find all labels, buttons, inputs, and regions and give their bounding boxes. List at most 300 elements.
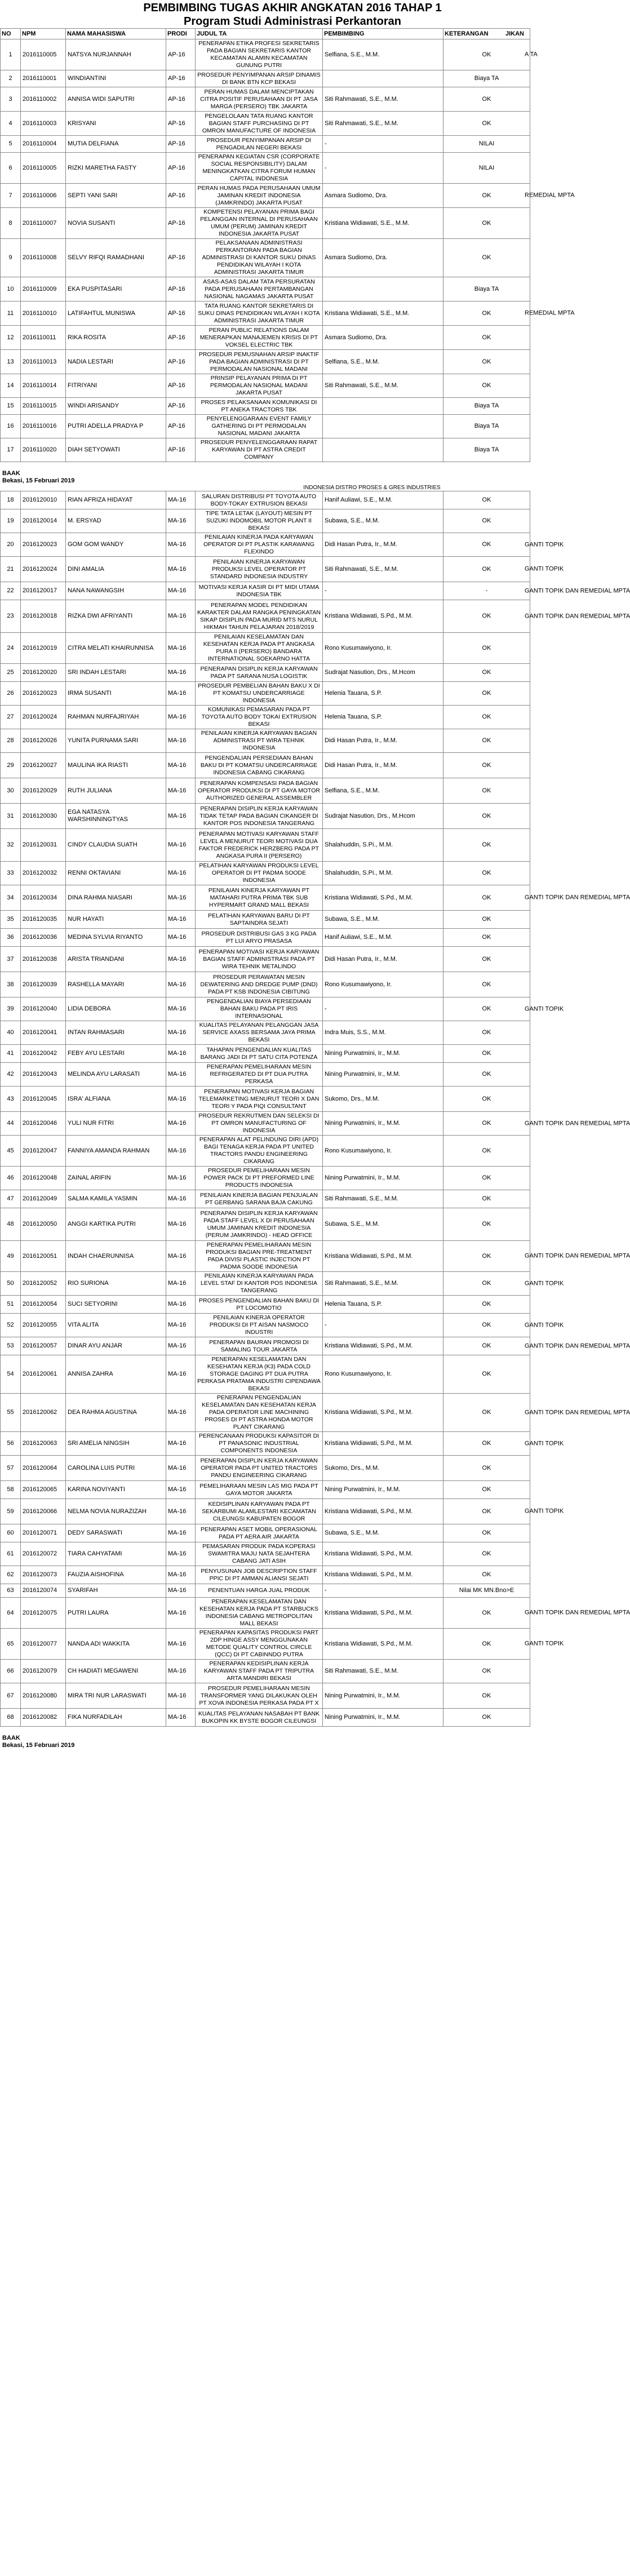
cell-judul: PENGENDALIAN PERSEDIAAN BAHAN BAKU DI PT KOMATSU UNDERCARRIAGE INDONESIA CABANG CIKARANG — [196, 753, 323, 778]
overflow-note: REMEDIAL MPTA — [525, 309, 575, 317]
cell-no: 34 — [1, 885, 21, 911]
cell-keterangan: Biaya TA — [443, 415, 530, 438]
cell-npm: 2016120014 — [21, 509, 66, 533]
cell-pembimbing: Nining Purwatmini, Ir., M.M. — [323, 1045, 443, 1063]
table-row — [1, 1683, 530, 1709]
cell-prodi: AP-16 — [166, 239, 196, 277]
cell-judul: PENERAPAN KESELAMATAN DAN KESEHATAN KERJA (K3) PADA COLD STORAGE DAGING PT DUA PUTRA PERKASA PRATAMA INDUSTRI CIPENDAWA BEKASI — [196, 1355, 323, 1394]
cell-prodi: MA-16 — [166, 1394, 196, 1432]
cell-keterangan: OK — [443, 862, 530, 885]
cell-pembimbing — [323, 438, 443, 462]
cell-npm: 2016120042 — [21, 1045, 66, 1063]
cell-npm: 2016110015 — [21, 398, 66, 415]
cell-npm: 2016110007 — [21, 208, 66, 239]
table-row — [1, 997, 530, 1021]
overflow-note: GANTI TOPIK DAN REMEDIAL MPTA — [525, 1409, 630, 1416]
cell-nama: WINDIANTINI — [66, 70, 166, 87]
cell-no: 35 — [1, 911, 21, 929]
overflow-note: GANTI TOPIK — [525, 1640, 564, 1647]
cell-judul: PENERAPAN MODEL PENDIDIKAN KARAKTER DALAM RANGKA PENINGKATAN SIKAP DISIPLIN PADA MURID MTS NURUL HIKMAH TAHUN PELAJARAN 2018/2019 — [196, 600, 323, 633]
cell-keterangan: OK — [443, 1167, 530, 1190]
cell-pembimbing: Shalahuddin, S.Pi., M.M. — [323, 829, 443, 862]
cell-keterangan: OK — [443, 1208, 530, 1241]
cell-no: 11 — [1, 302, 21, 326]
cell-judul: PENERAPAN BAURAN PROMOSI DI SAMALING TOUR JAKARTA — [196, 1337, 323, 1355]
cell-pembimbing: Nining Purwatmini, Ir., M.M. — [323, 1683, 443, 1709]
cell-prodi: AP-16 — [166, 277, 196, 302]
cell-keterangan: OK — [443, 972, 530, 997]
overflow-note: GANTI TOPIK — [525, 1440, 564, 1447]
cell-no: 48 — [1, 1208, 21, 1241]
cell-keterangan: OK — [443, 1045, 530, 1063]
table-row — [1, 1542, 530, 1566]
table-row — [1, 778, 530, 804]
cell-judul: PENILAIAN KINERJA PADA KARYAWAN OPERATOR DI PT PLASTIK KARAWANG FLEXINDO — [196, 533, 323, 557]
cell-judul: PELAKSANAAN ADMINISTRASI PERKANTORAN PADA BAGIAN ADMINISTRASI DI KANTOR SUKU DINAS PENDIDIKAN WILAYAH I KOTA ADMINISTRASI JAKARTA TIMUR — [196, 239, 323, 277]
cell-npm: 2016110010 — [21, 302, 66, 326]
overflow-note: GANTI TOPIK — [525, 1005, 564, 1012]
cell-pembimbing: Siti Rahmawati, S.E., M.M. — [323, 374, 443, 398]
table-row — [1, 374, 530, 398]
cell-pembimbing: Kristiana Widiawati, S.Pd., M.M. — [323, 600, 443, 633]
cell-nama: RAHMAN NURFAJRIYAH — [66, 706, 166, 729]
cell-keterangan: - GANTI TOPIK DAN REMEDIAL MPTA — [443, 582, 530, 600]
cell-keterangan: OK REMEDIAL MPTA — [443, 302, 530, 326]
table-row — [1, 1524, 530, 1542]
cell-keterangan: OK — [443, 112, 530, 136]
cell-npm: 2016120077 — [21, 1629, 66, 1660]
cell-judul: PEMELIHARAAN MESIN LAS MIG PADA PT GAYA MOTOR JAKARTA — [196, 1481, 323, 1499]
cell-nama: RIZKI MARETHA FASTY — [66, 153, 166, 184]
cell-no: 60 — [1, 1524, 21, 1542]
cell-npm: 2016110006 — [21, 184, 66, 208]
table-section-1 — [0, 28, 585, 462]
cell-judul: PENERAPAN DISIPLIN KERJA KARYAWAN PADA STAFF LEVEL X DI PERUSAHAAN UMUM JAMINAN KREDIT INDONESIA (PERUM JAMKRINDO) - HEAD OFFICE — [196, 1208, 323, 1241]
cell-pembimbing: Didi Hasan Putra, Ir., M.M. — [323, 729, 443, 753]
cell-keterangan: OK GANTI TOPIK — [443, 557, 530, 582]
cell-keterangan: OK — [443, 753, 530, 778]
cell-judul: PENERAPAN PEMELIHARAAN MESIN PRODUKSI BAGIAN PRE-TREATMENT PADA DIVISI PLASTIC INJECTION PT PADMA SOODE INDONESIA — [196, 1241, 323, 1272]
cell-pembimbing: Didi Hasan Putra, Ir., M.M. — [323, 753, 443, 778]
table-row — [1, 1314, 530, 1337]
cell-nama: NELMA NOVIA NURAZIZAH — [66, 1499, 166, 1524]
cell-pembimbing: Siti Rahmawati, S.E., M.M. — [323, 557, 443, 582]
header-judul: JUDUL TA — [196, 29, 323, 39]
cell-no: 67 — [1, 1683, 21, 1709]
cell-prodi: MA-16 — [166, 1566, 196, 1584]
table-row — [1, 1660, 530, 1683]
cell-npm: 2016120073 — [21, 1566, 66, 1584]
table-row — [1, 1629, 530, 1660]
cell-nama: RIZKA DWI AFRIYANTI — [66, 600, 166, 633]
cell-nama: YUNITA PURNAMA SARI — [66, 729, 166, 753]
cell-judul: PROSEDUR PEMUSNAHAN ARSIP INAKTIF PADA BAGIAN ADMINISTRASI DI PT PERMODALAN NASIONAL MADANI — [196, 350, 323, 374]
cell-keterangan: OK — [443, 947, 530, 972]
cell-npm: 2016120019 — [21, 633, 66, 664]
cell-judul: PENERAPAN MOTIVASI KERJA KARYAWAN BAGIAN STAFF ADMINISTRASI PADA PT WIRA TEHNIK METALINDO — [196, 947, 323, 972]
cell-judul: PROSEDUR DISTRIBUSI GAS 3 KG PADA PT LUI ARYO PRASASA — [196, 929, 323, 947]
cell-pembimbing: Helenia Tauana, S.P. — [323, 682, 443, 706]
cell-keterangan: OK GANTI TOPIK — [443, 1432, 530, 1456]
cell-no: 21 — [1, 557, 21, 582]
table-row — [1, 1394, 530, 1432]
cell-pembimbing: Kristiana Widiawati, S.Pd., M.M. — [323, 885, 443, 911]
cell-prodi: MA-16 — [166, 829, 196, 862]
cell-nama: NATSYA NURJANNAH — [66, 39, 166, 70]
table-row — [1, 1063, 530, 1087]
cell-npm: 2016120010 — [21, 491, 66, 509]
cell-pembimbing: Rono Kusumawiyono, Ir. — [323, 1355, 443, 1394]
header-no: NO — [1, 29, 21, 39]
overflow-note: GANTI TOPIK DAN REMEDIAL MPTA — [525, 1609, 630, 1616]
cell-prodi: AP-16 — [166, 208, 196, 239]
cell-prodi: MA-16 — [166, 778, 196, 804]
cell-npm: 2016120074 — [21, 1584, 66, 1598]
cell-judul: PROSEDUR PEMELIHARAAN MESIN POWER PACK DI PT PREFORMED LINE PRODUCTS INDONESIA — [196, 1167, 323, 1190]
cell-judul: TATA RUANG KANTOR SEKRETARIS DI SUKU DINAS PENDIDIKAN WILAYAH I KOTA ADMINISTRASI JAKARTA TIMUR — [196, 302, 323, 326]
cell-no: 27 — [1, 706, 21, 729]
cell-nama: SEPTI YANI SARI — [66, 184, 166, 208]
cell-keterangan: OK — [443, 829, 530, 862]
cell-keterangan: OK — [443, 1190, 530, 1208]
cell-npm: 2016120057 — [21, 1337, 66, 1355]
cell-no: 36 — [1, 929, 21, 947]
cell-nama: TIARA CAHYATAMI — [66, 1542, 166, 1566]
cell-npm: 2016120063 — [21, 1432, 66, 1456]
cell-no: 49 — [1, 1241, 21, 1272]
cell-prodi: MA-16 — [166, 1337, 196, 1355]
cell-prodi: MA-16 — [166, 1481, 196, 1499]
cell-no: 37 — [1, 947, 21, 972]
cell-prodi: AP-16 — [166, 136, 196, 153]
cell-prodi: MA-16 — [166, 1660, 196, 1683]
cell-pembimbing: Kristiana Widiawati, S.Pd., M.M. — [323, 1337, 443, 1355]
table-row — [1, 1241, 530, 1272]
cell-npm: 2016120066 — [21, 1499, 66, 1524]
cell-pembimbing: Helenia Tauana, S.P. — [323, 706, 443, 729]
cell-keterangan: OK — [443, 633, 530, 664]
cell-nama: EGA NATASYA WARSHINNINGTYAS — [66, 804, 166, 829]
cell-nama: SYARIFAH — [66, 1584, 166, 1598]
table-row — [1, 1021, 530, 1045]
cell-no: 65 — [1, 1629, 21, 1660]
cell-pembimbing: Sudrajat Nasution, Drs., M.Hcom — [323, 664, 443, 682]
table-row — [1, 664, 530, 682]
cell-prodi: MA-16 — [166, 1499, 196, 1524]
cell-pembimbing: Kristiana Widiawati, S.E., M.M. — [323, 208, 443, 239]
cell-keterangan: OK GANTI TOPIK DAN REMEDIAL MPTA — [443, 1598, 530, 1629]
cell-prodi: MA-16 — [166, 1524, 196, 1542]
cell-pembimbing: Asmara Sudiomo, Dra. — [323, 326, 443, 350]
cell-npm: 2016110003 — [21, 112, 66, 136]
cell-keterangan: OK — [443, 911, 530, 929]
table-row — [1, 1432, 530, 1456]
cell-no: 5 — [1, 136, 21, 153]
cell-keterangan: OK — [443, 1566, 530, 1584]
cell-keterangan: OK — [443, 1136, 530, 1167]
cell-pembimbing: Selfiana, S.E., M.M. — [323, 778, 443, 804]
cell-keterangan: OK GANTI TOPIK DAN REMEDIAL MPTA — [443, 885, 530, 911]
table-row — [1, 1296, 530, 1314]
table-row — [1, 277, 530, 302]
cell-no: 40 — [1, 1021, 21, 1045]
table-section-2 — [0, 491, 630, 1727]
cell-npm: 2016120052 — [21, 1272, 66, 1296]
cell-nama: ISRA' ALFIANA — [66, 1087, 166, 1112]
cell-no: 10 — [1, 277, 21, 302]
cell-keterangan: OK GANTI TOPIK — [443, 1629, 530, 1660]
cell-judul: PELATIHAN KARYAWAN BARU DI PT SAPTAINDRA SEJATI — [196, 911, 323, 929]
cell-judul: PENILAIAN KESELAMATAN DAN KESEHATAN KERJA PADA PT ANGKASA PURA II (PERSERO) BANDARA INTERNATIONAL SOEKARNO HATTA — [196, 633, 323, 664]
cell-no: 44 — [1, 1112, 21, 1136]
cell-keterangan: Nilai MK MN.Bno>E — [443, 1584, 530, 1598]
cell-nama: DINA RAHMA NIASARI — [66, 885, 166, 911]
table-row — [1, 70, 530, 87]
cell-keterangan: Biaya TA — [443, 277, 530, 302]
cell-no: 8 — [1, 208, 21, 239]
signature-date-2: Bekasi, 15 Februari 2019 — [2, 1742, 75, 1749]
overflow-note: GANTI TOPIK — [525, 1508, 564, 1515]
cell-pembimbing: Sukomo, Drs., M.M. — [323, 1087, 443, 1112]
overflow-note: GANTI TOPIK — [525, 1322, 564, 1328]
cell-judul: PROSES PELAKSANAAN KOMUNIKASI DI PT ANEKA TRACTORS TBK — [196, 398, 323, 415]
table-row — [1, 1456, 530, 1481]
cell-npm: 2016110001 — [21, 70, 66, 87]
cell-nama: CINDY CLAUDIA SUATH — [66, 829, 166, 862]
cell-judul: PRINSIP PELAYANAN PRIMA DI PT PERMODALAN NASIONAL MADANI JAKARTA PUSAT — [196, 374, 323, 398]
cell-keterangan: OK — [443, 509, 530, 533]
cell-prodi: MA-16 — [166, 1629, 196, 1660]
table-row — [1, 326, 530, 350]
cell-no: 31 — [1, 804, 21, 829]
cell-npm: 2016120026 — [21, 729, 66, 753]
cell-keterangan: OK — [443, 1524, 530, 1542]
cell-no: 47 — [1, 1190, 21, 1208]
table-row — [1, 972, 530, 997]
cell-keterangan: OK — [443, 929, 530, 947]
cell-nama: ARISTA TRIANDANI — [66, 947, 166, 972]
cell-pembimbing: Indra Muis, S.S., M.M. — [323, 1021, 443, 1045]
cell-prodi: AP-16 — [166, 153, 196, 184]
cell-pembimbing: Nining Purwatmini, Ir., M.M. — [323, 1481, 443, 1499]
cell-judul: PERAN HUMAS DALAM MENCIPTAKAN CITRA POSITIF PERUSAHAAN DI PT JASA MARGA (PERSERO) TBK JAKARTA — [196, 87, 323, 112]
cell-nama: NANDA ADI WAKKITA — [66, 1629, 166, 1660]
cell-npm: 2016120036 — [21, 929, 66, 947]
cell-keterangan: OK — [443, 1542, 530, 1566]
table-row — [1, 1598, 530, 1629]
cell-keterangan: OK GANTI TOPIK — [443, 1499, 530, 1524]
cell-judul: PENERAPAN KEDISIPLINAN KERJA KARYAWAN STAFF PADA PT TRIPUTRA ARTA MANDIRI BEKASI — [196, 1660, 323, 1683]
cell-pembimbing: - — [323, 1314, 443, 1337]
cell-keterangan: OK — [443, 350, 530, 374]
overflow-note: GANTI TOPIK DAN REMEDIAL MPTA — [525, 894, 630, 901]
cell-prodi: MA-16 — [166, 1190, 196, 1208]
cell-nama: SALMA KAMILA YASMIN — [66, 1190, 166, 1208]
cell-pembimbing: - — [323, 136, 443, 153]
table-row — [1, 112, 530, 136]
cell-prodi: MA-16 — [166, 997, 196, 1021]
cell-npm: 2016110004 — [21, 136, 66, 153]
cell-judul: PENILAIAN KINERJA OPERATOR PRODUKSI DI PT AISAN NASMOCO INDUSTRI — [196, 1314, 323, 1337]
table-row — [1, 1208, 530, 1241]
cell-judul: PELATIHAN KARYAWAN PRODUKSI LEVEL OPERATOR DI PT PADMA SOODE INDONESIA — [196, 862, 323, 885]
cell-npm: 2016120024 — [21, 706, 66, 729]
cell-no: 32 — [1, 829, 21, 862]
cell-prodi: AP-16 — [166, 184, 196, 208]
cell-nama: M. ERSYAD — [66, 509, 166, 533]
table-row — [1, 87, 530, 112]
cell-no: 66 — [1, 1660, 21, 1683]
cell-prodi: MA-16 — [166, 1355, 196, 1394]
table-row — [1, 184, 530, 208]
cell-no: 1 — [1, 39, 21, 70]
cell-npm: 2016120071 — [21, 1524, 66, 1542]
signature-label-2: BAAK — [2, 1735, 20, 1741]
cell-prodi: MA-16 — [166, 1241, 196, 1272]
cell-nama: KRISYANI — [66, 112, 166, 136]
cell-no: 64 — [1, 1598, 21, 1629]
cell-prodi: MA-16 — [166, 533, 196, 557]
cell-npm: 2016120024 — [21, 557, 66, 582]
cell-nama: NANA NAWANGSIH — [66, 582, 166, 600]
cell-prodi: MA-16 — [166, 1683, 196, 1709]
cell-npm: 2016120038 — [21, 947, 66, 972]
cell-pembimbing: Hanif Auliawi, S.E., M.M. — [323, 929, 443, 947]
cell-no: 43 — [1, 1087, 21, 1112]
cell-pembimbing: Shalahuddin, S.Pi., M.M. — [323, 862, 443, 885]
cell-no: 28 — [1, 729, 21, 753]
cell-judul: PROSEDUR PENYIMPANAN ARSIP DINAMIS DI BANK BTN KCP BEKASI — [196, 70, 323, 87]
cell-nama: FANNIYA AMANDA RAHMAN — [66, 1136, 166, 1167]
cell-prodi: AP-16 — [166, 112, 196, 136]
cell-npm: 2016120082 — [21, 1709, 66, 1727]
cell-nama: DINAR AYU ANJAR — [66, 1337, 166, 1355]
table-row — [1, 1355, 530, 1394]
cell-keterangan: Biaya TA — [443, 398, 530, 415]
cell-npm: 2016120029 — [21, 778, 66, 804]
cell-pembimbing: Kristiana Widiawati, S.Pd., M.M. — [323, 1629, 443, 1660]
cell-judul: SALURAN DISTRIBUSI PT TOYOTA AUTO BODY-TOKAY EXTRUSION BEKASI — [196, 491, 323, 509]
cell-npm: 2016110005 — [21, 153, 66, 184]
cell-no: 6 — [1, 153, 21, 184]
cell-no: 16 — [1, 415, 21, 438]
cell-no: 22 — [1, 582, 21, 600]
cell-pembimbing: - — [323, 1584, 443, 1598]
cell-judul: KUALITAS PELAYANAN PELANGGAN JASA SERVICE AXASS BERSAMA JAYA PRIMA BEKASI — [196, 1021, 323, 1045]
cell-no: 57 — [1, 1456, 21, 1481]
overflow-note: GANTI TOPIK DAN REMEDIAL MPTA — [525, 587, 630, 594]
cell-npm: 2016120039 — [21, 972, 66, 997]
cell-nama: RIAN AFRIZA HIDAYAT — [66, 491, 166, 509]
cell-prodi: MA-16 — [166, 972, 196, 997]
table-row — [1, 1709, 530, 1727]
cell-keterangan: OK — [443, 682, 530, 706]
cell-judul: PENGENDALIAN BIAYA PERSEDIAAN BAHAN BAKU PADA PT IRIS INTERNASIONAL — [196, 997, 323, 1021]
cell-prodi: MA-16 — [166, 1296, 196, 1314]
cell-pembimbing: Kristiana Widiawati, S.Pd., M.M. — [323, 1394, 443, 1432]
cell-judul: KOMPETENSI PELAYANAN PRIMA BAGI PELANGGAN INTERNAL DI PERUSAHAAN UMUM (PERUM) JAMINAN KREDIT INDONESIA JAKARTA PUSAT — [196, 208, 323, 239]
cell-pembimbing: Subawa, S.E., M.M. — [323, 1208, 443, 1241]
table-row — [1, 885, 530, 911]
cell-no: 17 — [1, 438, 21, 462]
table-row — [1, 682, 530, 706]
cell-nama: INTAN RAHMASARI — [66, 1021, 166, 1045]
cell-npm: 2016120023 — [21, 682, 66, 706]
cell-no: 62 — [1, 1566, 21, 1584]
cell-no: 52 — [1, 1314, 21, 1337]
cell-nama: GOM GOM WANDY — [66, 533, 166, 557]
cell-no: 53 — [1, 1337, 21, 1355]
cell-keterangan: OK GANTI TOPIK DAN REMEDIAL MPTA — [443, 600, 530, 633]
cell-keterangan: OK — [443, 804, 530, 829]
cell-nama: FEBY AYU LESTARI — [66, 1045, 166, 1063]
cell-keterangan: OK — [443, 1021, 530, 1045]
cell-nama: EKA PUSPITASARI — [66, 277, 166, 302]
cell-judul: PENERAPAN MOTIVASI KERJA BAGIAN TELEMARKETING MENURUT TEORI X DAN TEORI Y PADA PIQI CONSULTANT — [196, 1087, 323, 1112]
cell-no: 54 — [1, 1355, 21, 1394]
cell-keterangan: OK — [443, 1481, 530, 1499]
cell-no: 58 — [1, 1481, 21, 1499]
cell-keterangan: OK — [443, 1660, 530, 1683]
cell-judul: PROSEDUR PENYELENGGARAAN RAPAT KARYAWAN DI PT ASTRA CREDIT COMPANY — [196, 438, 323, 462]
header-overflow: JIKAN — [505, 30, 525, 37]
cell-pembimbing: - — [323, 997, 443, 1021]
table-row — [1, 533, 530, 557]
cell-keterangan: OK GANTI TOPIK — [443, 533, 530, 557]
overflow-note: GANTI TOPIK DAN REMEDIAL MPTA — [525, 613, 630, 619]
cell-pembimbing: Selfiana, S.E., M.M. — [323, 39, 443, 70]
table-row — [1, 136, 530, 153]
cell-prodi: MA-16 — [166, 947, 196, 972]
cell-judul: PROSEDUR PEMBELIAN BAHAN BAKU X DI PT KOMATSU UNDERCARRIAGE INDONESIA — [196, 682, 323, 706]
cell-pembimbing: Didi Hasan Putra, Ir., M.M. — [323, 947, 443, 972]
cell-prodi: MA-16 — [166, 600, 196, 633]
cell-npm: 2016110002 — [21, 87, 66, 112]
cell-nama: PUTRI LAURA — [66, 1598, 166, 1629]
cell-keterangan: NILAI — [443, 136, 530, 153]
header-keterangan: KETERANGAN JIKAN — [443, 29, 530, 39]
cell-nama: ANNISA WIDI SAPUTRI — [66, 87, 166, 112]
cell-npm: 2016110011 — [21, 326, 66, 350]
cell-prodi: MA-16 — [166, 1709, 196, 1727]
overflow-note: A TA — [525, 51, 538, 58]
cell-no: 14 — [1, 374, 21, 398]
cell-keterangan: OK — [443, 491, 530, 509]
table-row — [1, 633, 530, 664]
cell-no: 68 — [1, 1709, 21, 1727]
cell-keterangan: OK — [443, 664, 530, 682]
cell-prodi: MA-16 — [166, 633, 196, 664]
cell-judul: PROSEDUR PENYIMPANAN ARSIP DI PENGADILAN NEGERI BEKASI — [196, 136, 323, 153]
table-row — [1, 1566, 530, 1584]
cell-nama: PUTRI ADELLA PRADYA P — [66, 415, 166, 438]
cell-no: 41 — [1, 1045, 21, 1063]
cell-no: 20 — [1, 533, 21, 557]
cell-judul: PENERAPAN DISIPLIN KERJA KARYAWAN TIDAK TETAP PADA BAGIAN CIKANGER DI KANTOR POS INDONESIA TANGERANG — [196, 804, 323, 829]
cell-npm: 2016120030 — [21, 804, 66, 829]
table-row — [1, 829, 530, 862]
table-row — [1, 1190, 530, 1208]
cell-no: 29 — [1, 753, 21, 778]
advisor-table-2 — [0, 491, 630, 1727]
cell-nama: NADIA LESTARI — [66, 350, 166, 374]
table-row — [1, 1136, 530, 1167]
cell-judul: PENERAPAN PEMELIHARAAN MESIN REFRIGERATED DI PT DUA PUTRA PERKASA — [196, 1063, 323, 1087]
cell-pembimbing: Rono Kusumawiyono, Ir. — [323, 1136, 443, 1167]
cell-no: 50 — [1, 1272, 21, 1296]
cell-nama: CAROLINA LUIS PUTRI — [66, 1456, 166, 1481]
table-row — [1, 582, 530, 600]
